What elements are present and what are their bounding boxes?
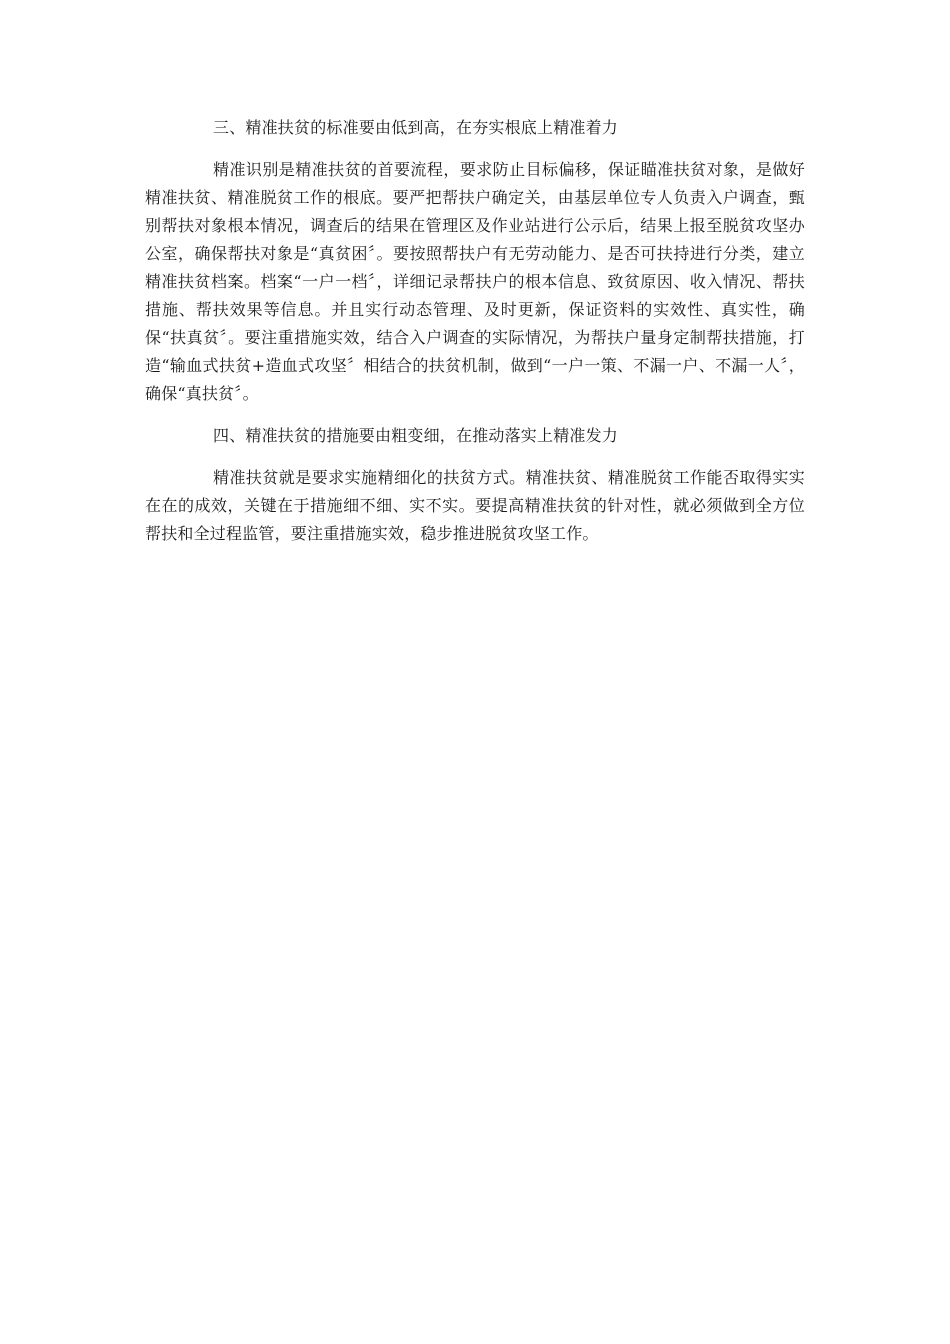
section-4-heading: 四、精准扶贫的措施要由粗变细，在推动落实上精准发力: [213, 426, 619, 445]
section-4-paragraph: 精准扶贫就是要求实施精细化的扶贫方式。精准扶贫、精准脱贫工作能否取得实实在在的成效，关键在于措施细不细、实不实。要提高精准扶贫的针对性，就必须做到全方位帮扶和全过程监管，要注重措施实效，稳步推进脱贫攻坚工作。: [145, 468, 805, 543]
section-3-paragraph: 精准识别是精准扶贫的首要流程，要求防止目标偏移，保证瞄准扶贫对象，是做好精准扶贫、精准脱贫工作的根底。要严把帮扶户确定关，由基层单位专人负责入户调查，甄别帮扶对象根本情况，调查后的结果在管理区及作业站进行公示后，结果上报至脱贫攻坚办公室，确保帮扶对象是“真贫困〞。要按照帮扶户有无劳动能力、是否可扶持进行分类，建立精准扶贫档案。档案“一户一档〞，详细记录帮扶户的根本信息、致贫原因、收入情况、帮扶措施、帮扶效果等信息。并且实行动态管理、及时更新，保证资料的实效性、真实性，确保“扶真贫〞。要注重措施实效，结合入户调查的实际情况，为帮扶户量身定制帮扶措施，打造“输血式扶贫+造血式攻坚〞相结合的扶贫机制，做到“一户一策、不漏一户、不漏一人〞，确保“真扶贫〞。: [145, 160, 805, 403]
section-3-heading: 三、精准扶贫的标准要由低到高，在夯实根底上精准着力: [213, 118, 619, 137]
document-body: [145, 114, 805, 562]
